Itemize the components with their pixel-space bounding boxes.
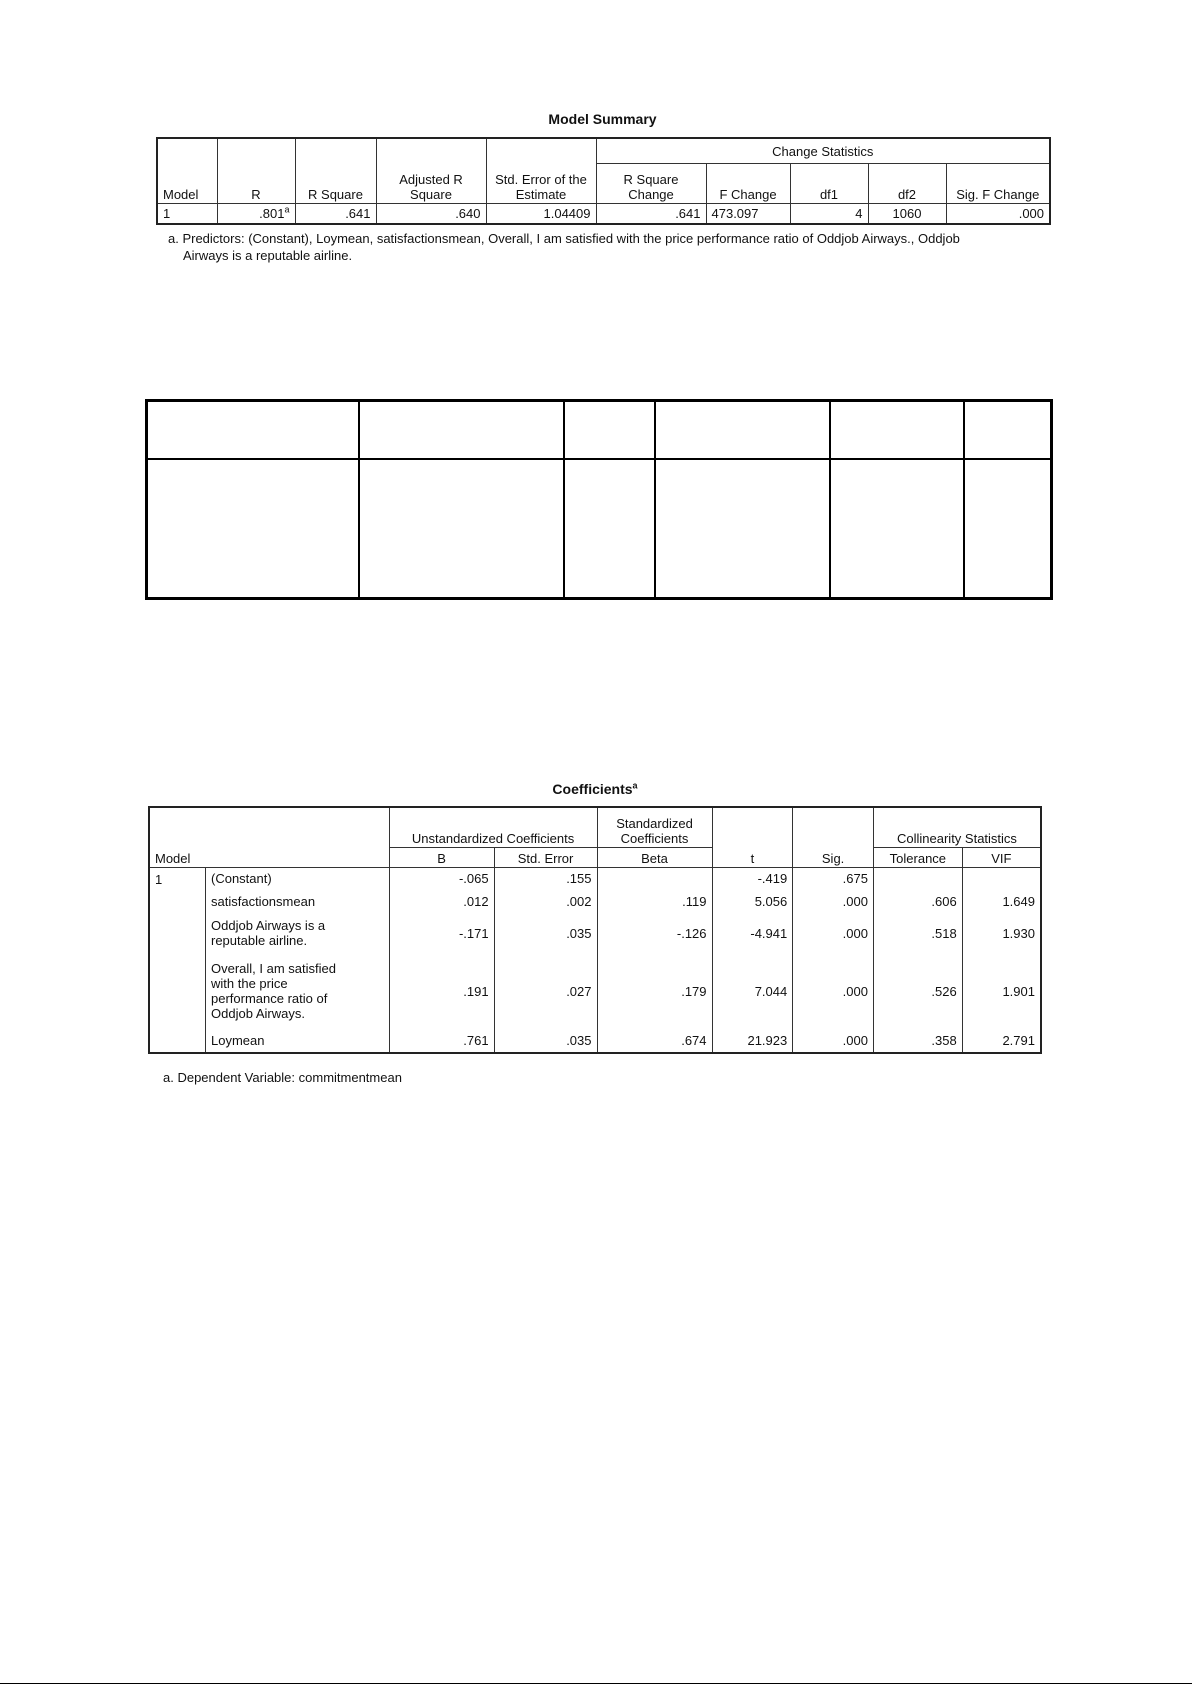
coef-cell-b: .191 — [389, 953, 494, 1029]
coef-header-b: B — [389, 847, 494, 867]
ms-cell-r-value: .801 — [259, 206, 285, 221]
blank-grid-hline — [148, 458, 1050, 460]
blank-grid-vline-1 — [358, 402, 360, 460]
coef-cell-vif: 1.901 — [962, 953, 1041, 1029]
coef-cell-b: .761 — [389, 1029, 494, 1053]
coef-cell-t: 5.056 — [712, 889, 793, 913]
coef-row-loymean — [149, 1029, 1041, 1053]
coef-row-label: Loymean — [206, 1029, 390, 1053]
blank-grid-vline-5 — [963, 402, 965, 460]
coef-footnote — [163, 1069, 402, 1086]
coef-row-constant — [149, 867, 1041, 889]
ms-cell-r-sup: a — [284, 204, 290, 215]
coef-model-number: 1 — [149, 867, 206, 1053]
ms-header-f-change: F Change — [706, 164, 790, 204]
coef-cell-sig: .000 — [793, 953, 874, 1029]
coefficients-title — [148, 781, 1042, 797]
ms-cell-model: 1 — [157, 204, 217, 225]
blank-table-grid — [145, 399, 1053, 600]
coef-cell-tol: .358 — [873, 1029, 962, 1053]
blank-grid-vline-3 — [654, 402, 656, 460]
coefficients-title-text: Coefficients — [552, 781, 633, 797]
coef-cell-beta — [597, 867, 712, 889]
ms-footnote-line2: Airways is a reputable airline. — [183, 248, 353, 263]
blank-grid-vline-3b — [654, 460, 656, 597]
ms-cell-std-error: 1.04409 — [486, 204, 596, 225]
ms-cell-r-square: .641 — [295, 204, 376, 225]
coef-cell-vif — [962, 867, 1041, 889]
coef-cell-se: .035 — [494, 913, 597, 953]
ms-header-r: R — [217, 138, 295, 204]
coef-cell-se: .035 — [494, 1029, 597, 1053]
ms-footnote — [168, 230, 1068, 264]
coefficients-table — [148, 806, 1042, 1054]
ms-header-r-square: R Square — [295, 138, 376, 204]
coef-header-sig: Sig. — [793, 807, 874, 867]
coef-footnote-text: a. Dependent Variable: commitmentmean — [163, 1070, 402, 1085]
ms-header-adjusted-r-square: Adjusted R Square — [376, 138, 486, 204]
ms-header-change-statistics: Change Statistics — [596, 138, 1050, 164]
coef-row-satisfactionsmean — [149, 889, 1041, 913]
coef-cell-vif: 1.649 — [962, 889, 1041, 913]
coef-cell-se: .027 — [494, 953, 597, 1029]
blank-grid-vline-4b — [829, 460, 831, 597]
coef-cell-tol — [873, 867, 962, 889]
coef-cell-b: .012 — [389, 889, 494, 913]
coef-header-tolerance: Tolerance — [873, 847, 962, 867]
coef-header-model: Model — [149, 807, 389, 867]
ms-header-r-square-change: R Square Change — [596, 164, 706, 204]
ms-cell-sig-f-change: .000 — [946, 204, 1050, 225]
blank-grid-vline-2 — [563, 402, 565, 460]
coef-row-label: satisfactionsmean — [206, 889, 390, 913]
coef-cell-tol: .606 — [873, 889, 962, 913]
ms-cell-df1: 4 — [790, 204, 868, 225]
ms-header-std-error: Std. Error of the Estimate — [486, 138, 596, 204]
coef-cell-t: 7.044 — [712, 953, 793, 1029]
coef-cell-sig: .000 — [793, 1029, 874, 1053]
coef-row-price-performance — [149, 953, 1041, 1029]
ms-cell-r-square-change: .641 — [596, 204, 706, 225]
coef-cell-t: -.419 — [712, 867, 793, 889]
coef-cell-se: .002 — [494, 889, 597, 913]
coef-header-std-error: Std. Error — [494, 847, 597, 867]
coef-cell-beta: -.126 — [597, 913, 712, 953]
page-bottom-rule — [0, 1683, 1192, 1684]
coef-cell-sig: .000 — [793, 913, 874, 953]
coef-cell-se: .155 — [494, 867, 597, 889]
coef-cell-beta: .179 — [597, 953, 712, 1029]
coef-header-unstandardized: Unstandardized Coefficients — [389, 807, 597, 847]
coef-cell-tol: .518 — [873, 913, 962, 953]
ms-data-row — [157, 204, 1050, 225]
coef-row-label: (Constant) — [206, 867, 390, 889]
coef-header-vif: VIF — [962, 847, 1041, 867]
model-summary-table — [156, 137, 1051, 225]
coef-cell-sig: .675 — [793, 867, 874, 889]
coef-cell-b: -.065 — [389, 867, 494, 889]
ms-cell-adjusted-r-square: .640 — [376, 204, 486, 225]
coef-cell-beta: .674 — [597, 1029, 712, 1053]
ms-footnote-line1: a. Predictors: (Constant), Loymean, satisfactionsmean, Overall, I am satisfied with the price performance ratio of Oddjob Airways., Oddjob — [168, 231, 960, 246]
ms-header-model: Model — [157, 138, 217, 204]
coef-cell-tol: .526 — [873, 953, 962, 1029]
coef-header-beta: Beta — [597, 847, 712, 867]
blank-grid-vline-1b — [358, 460, 360, 597]
blank-grid-vline-4 — [829, 402, 831, 460]
ms-header-df1: df1 — [790, 164, 868, 204]
coef-cell-sig: .000 — [793, 889, 874, 913]
coef-cell-b: -.171 — [389, 913, 494, 953]
coef-cell-vif: 2.791 — [962, 1029, 1041, 1053]
coef-row-label: Overall, I am satisfied with the price performance ratio of Oddjob Airways. — [206, 953, 390, 1029]
model-summary-title-text: Model Summary — [548, 111, 657, 127]
ms-header-sig-f-change: Sig. F Change — [946, 164, 1050, 204]
coef-row-reputable — [149, 913, 1041, 953]
coef-cell-t: -4.941 — [712, 913, 793, 953]
coef-cell-beta: .119 — [597, 889, 712, 913]
blank-grid-vline-5b — [963, 460, 965, 597]
coef-header-collinearity: Collinearity Statistics — [873, 807, 1041, 847]
model-summary-title — [156, 111, 1049, 127]
coef-header-t: t — [712, 807, 793, 867]
ms-cell-r — [217, 204, 295, 225]
ms-header-df2: df2 — [868, 164, 946, 204]
ms-cell-f-change: 473.097 — [706, 204, 790, 225]
coefficients-title-sup: a — [632, 780, 638, 791]
coef-header-standardized: Standardized Coefficients — [597, 807, 712, 847]
coef-cell-t: 21.923 — [712, 1029, 793, 1053]
coef-cell-vif: 1.930 — [962, 913, 1041, 953]
ms-cell-df2: 1060 — [868, 204, 946, 225]
blank-grid-vline-2b — [563, 460, 565, 597]
coef-row-label: Oddjob Airways is a reputable airline. — [206, 913, 390, 953]
